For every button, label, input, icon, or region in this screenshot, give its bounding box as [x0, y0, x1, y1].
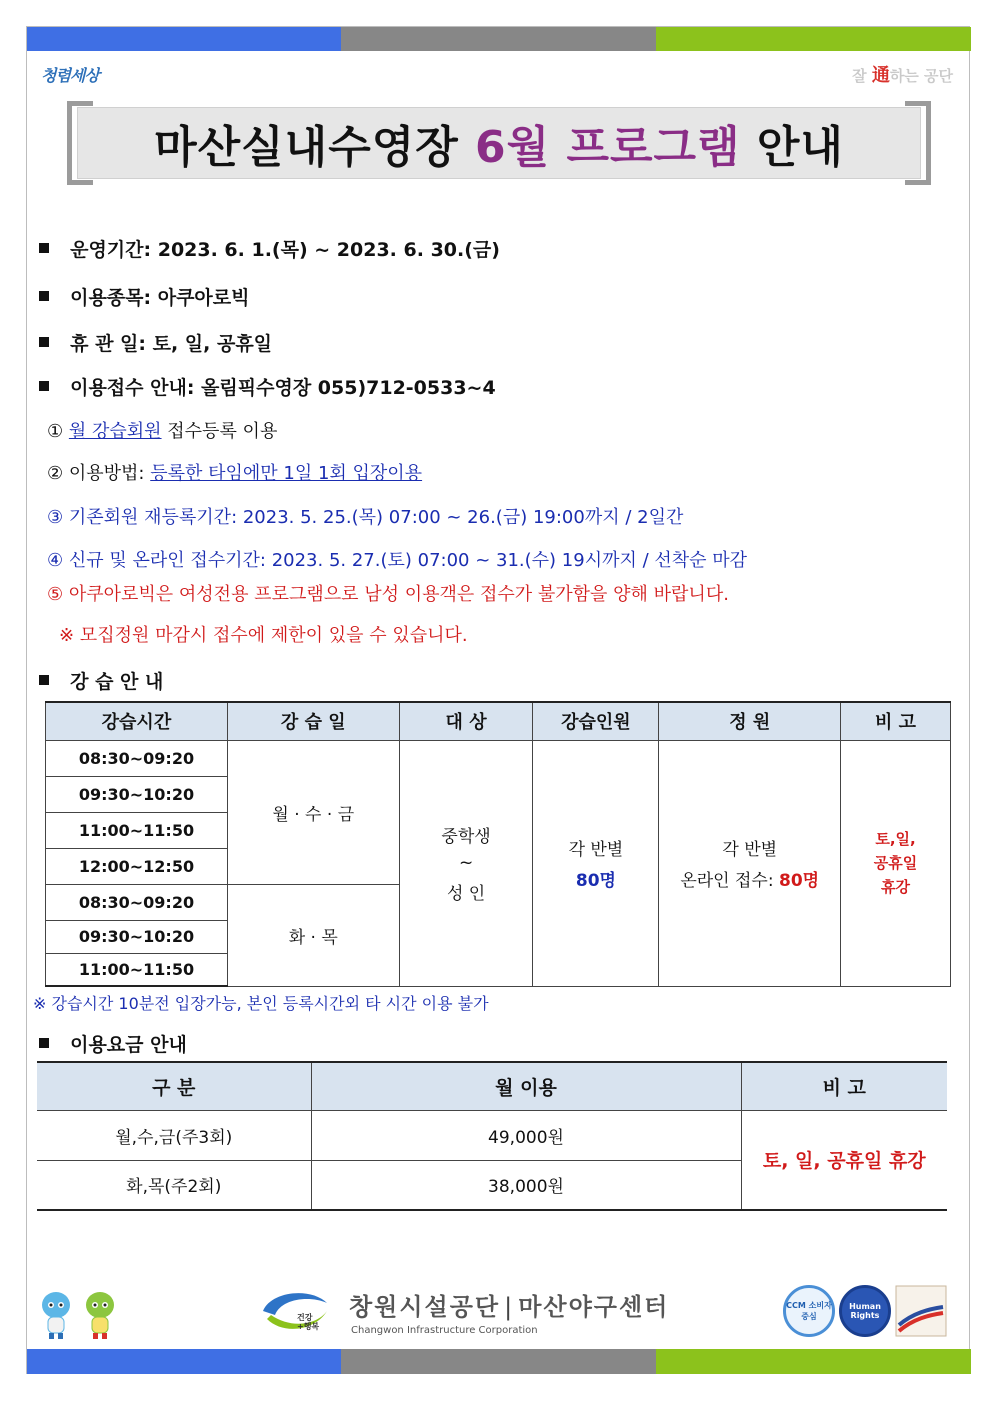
- monthly-member-link[interactable]: 월 강습회원: [68, 421, 162, 442]
- fee-type: 월,수,금(주3회): [37, 1110, 311, 1160]
- page-title: 마산실내수영장 6월 프로그램 안내: [154, 122, 844, 173]
- top-color-stripe: [27, 27, 971, 51]
- header-monthly-fee: 월 이용: [311, 1062, 741, 1110]
- organization-logo: [257, 1283, 697, 1343]
- header-category: 구 분: [37, 1062, 311, 1110]
- program-type: 이용종목: 아쿠아로빅: [39, 283, 250, 310]
- slogan-logo: 잘 通하는 공단: [852, 65, 953, 86]
- header-class-size: 강습인원: [533, 702, 659, 740]
- remarks-cell: 토,일, 공휴일 휴강: [841, 740, 951, 986]
- title-banner: [67, 101, 931, 185]
- time-slot: 08:30~09:20: [46, 884, 228, 920]
- table-row: [46, 740, 951, 776]
- info-item-5: ⑤ 아쿠아로빅은 여성전용 프로그램으로 남성 이용객은 접수가 불가함을 양해 바랍니다.: [47, 584, 729, 605]
- class-footnote: ※ 강습시간 10분전 입장가능, 본인 등록시간외 타 시간 이용 불가: [33, 994, 489, 1013]
- org-english-name: Changwon Infrastructure Corporation: [351, 1325, 538, 1336]
- human-rights-badge: Human Rights: [839, 1285, 891, 1337]
- header-target: 대 상: [399, 702, 533, 740]
- fee-section-heading: 이용요금 안내: [39, 1030, 187, 1057]
- header-days: 강 습 일: [227, 702, 399, 740]
- swirl-logo-icon: [257, 1285, 333, 1337]
- info-item-1: ① 월 강습회원 접수등록 이용: [47, 421, 278, 442]
- registration-contact: 이용접수 안내: 올림픽수영장 055)712-0533~4: [39, 373, 496, 400]
- certification-emblem-icon: [895, 1285, 947, 1337]
- days-mwf: 월 · 수 · 금: [227, 740, 399, 884]
- document-page: [26, 26, 970, 1374]
- class-section-heading: 강 습 안 내: [39, 667, 163, 694]
- operation-period: 운영기간: 2023. 6. 1.(목) ~ 2023. 6. 30.(금): [39, 235, 500, 262]
- fee-table: [37, 1061, 947, 1211]
- time-slot: 11:00~11:50: [46, 953, 228, 986]
- header-remarks: 비 고: [741, 1062, 947, 1110]
- square-bullet-icon: [39, 291, 49, 301]
- header-remarks: 비 고: [841, 702, 951, 740]
- slogan-text: 건강 +행복: [297, 1313, 320, 1331]
- fee-amount: 38,000원: [311, 1160, 741, 1210]
- info-item-3: ③ 기존회원 재등록기간: 2023. 5. 25.(목) 07:00 ~ 26.(금) 19:00까지 / 2일간: [47, 507, 684, 528]
- square-bullet-icon: [39, 337, 49, 347]
- days-tt: 화 · 목: [227, 884, 399, 986]
- time-slot: 11:00~11:50: [46, 812, 228, 848]
- closed-days: 휴 관 일: 토, 일, 공휴일: [39, 329, 272, 356]
- capacity-note: ※ 모집정원 마감시 접수에 제한이 있을 수 있습니다.: [59, 625, 468, 646]
- header-time: 강습시간: [46, 702, 228, 740]
- info-item-4: ④ 신규 및 온라인 접수기간: 2023. 5. 27.(토) 07:00 ~ 31.(수) 19시까지 / 선착순 마감: [47, 550, 748, 571]
- ccm-badge: CCM 소비자중심: [783, 1285, 835, 1337]
- table-header-row: [46, 702, 951, 740]
- mascot-blue-icon: [37, 1289, 75, 1341]
- usage-rule-link[interactable]: 등록한 타임에만 1일 1회 입장이용: [150, 463, 423, 484]
- org-name: 창원시설공단 | 마산야구센터: [349, 1293, 670, 1321]
- class-size-cell: 각 반별 80명: [533, 740, 659, 986]
- class-schedule-table: [45, 701, 951, 987]
- square-bullet-icon: [39, 675, 49, 685]
- mascot-green-icon: [81, 1289, 119, 1341]
- fee-amount: 49,000원: [311, 1110, 741, 1160]
- fee-remark: 토, 일, 공휴일 휴강: [741, 1110, 947, 1210]
- time-slot: 09:30~10:20: [46, 920, 228, 953]
- integrity-logo: 청렴세상: [41, 66, 99, 85]
- square-bullet-icon: [39, 381, 49, 391]
- fee-type: 화,목(주2회): [37, 1160, 311, 1210]
- time-slot: 09:30~10:20: [46, 776, 228, 812]
- capacity-cell: 각 반별 온라인 접수: 80명: [659, 740, 841, 986]
- table-header-row: [37, 1062, 947, 1110]
- target-cell: 중학생 ~ 성 인: [399, 740, 533, 986]
- header-capacity: 정 원: [659, 702, 841, 740]
- bottom-color-stripe: [27, 1349, 971, 1374]
- time-slot: 12:00~12:50: [46, 848, 228, 884]
- square-bullet-icon: [39, 1038, 49, 1048]
- info-item-2: ② 이용방법: 등록한 타임에만 1일 1회 입장이용: [47, 463, 423, 484]
- table-row: [37, 1110, 947, 1160]
- time-slot: 08:30~09:20: [46, 740, 228, 776]
- square-bullet-icon: [39, 243, 49, 253]
